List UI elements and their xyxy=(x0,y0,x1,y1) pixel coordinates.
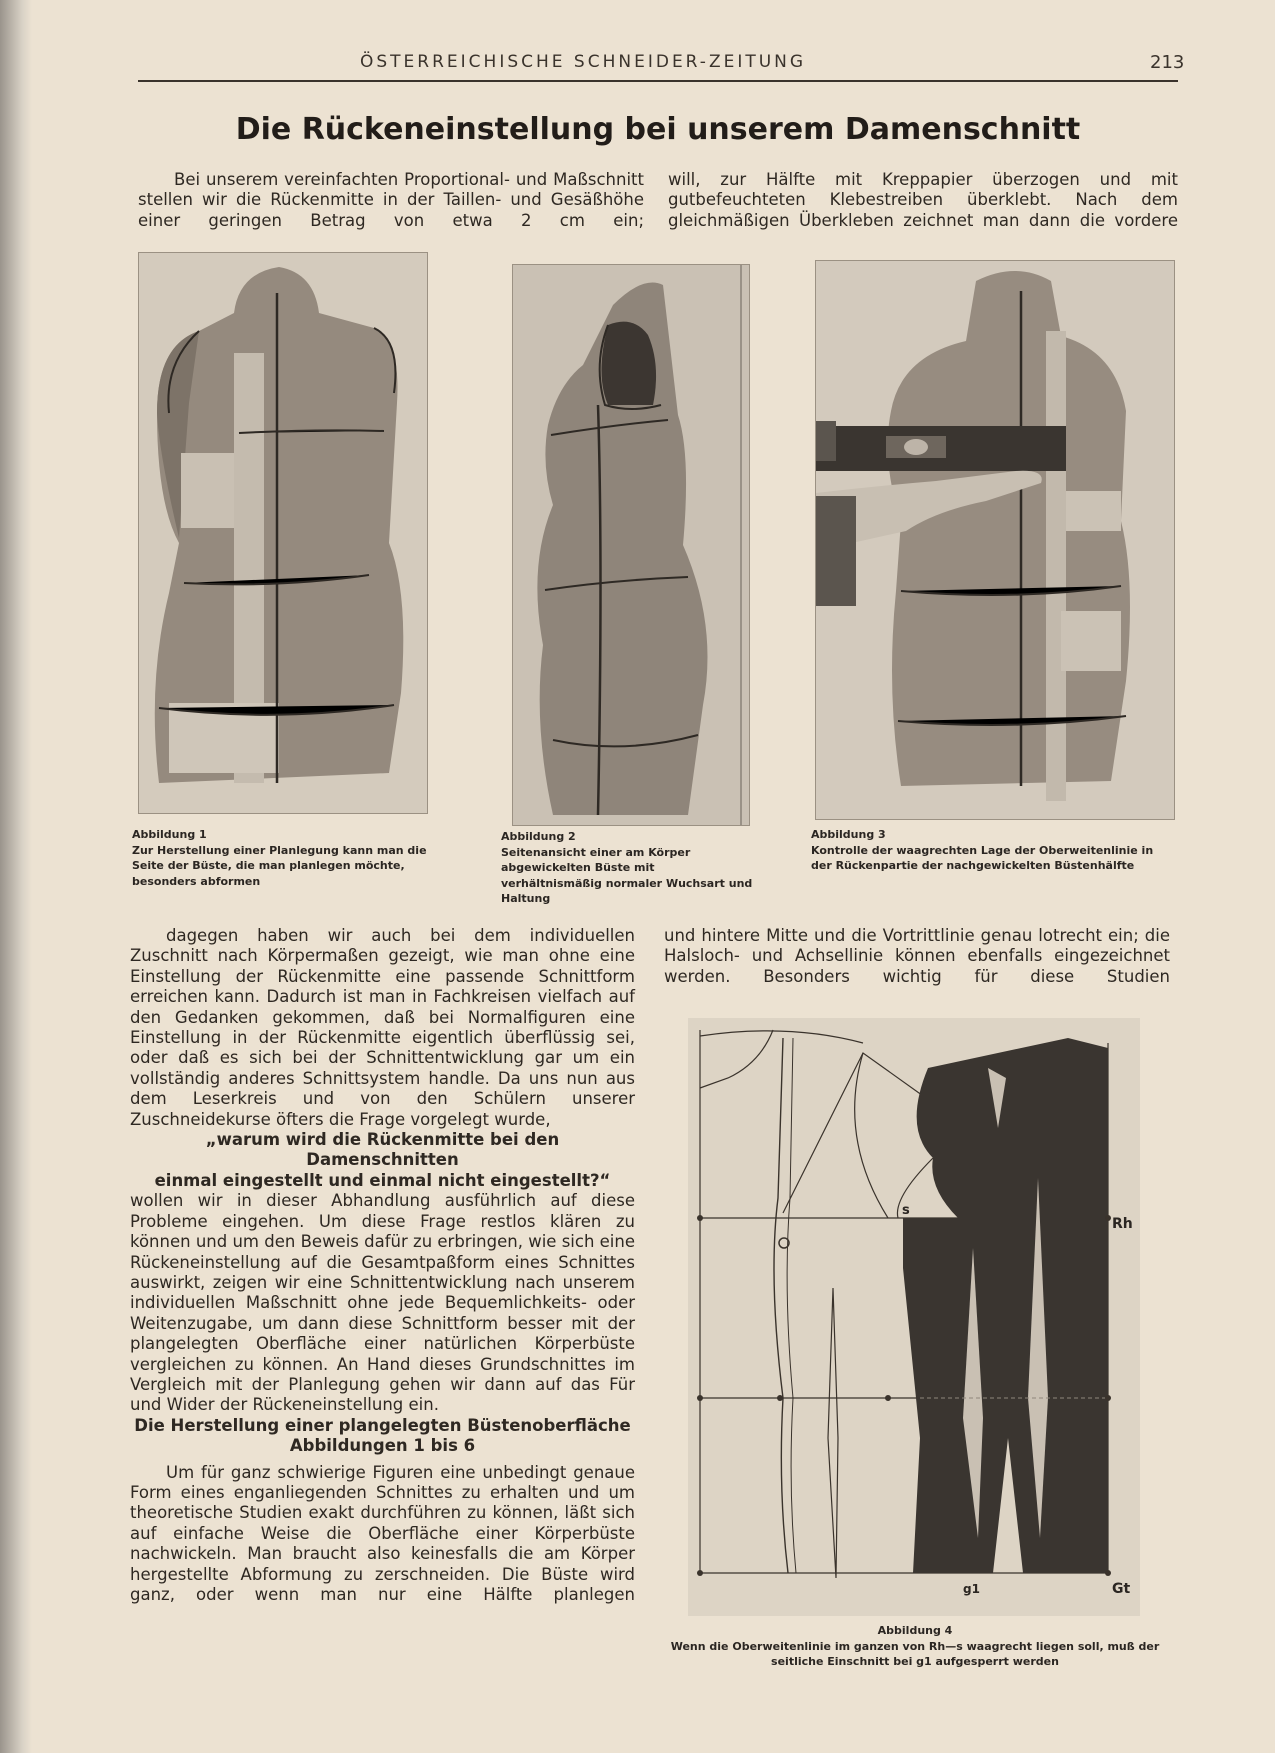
body-paragraph-1: dagegen haben wir auch bei dem individuellen Zuschnitt nach Körpermaßen gezeigt, wie man ohne eine Einstellung der Rückenmitte eine passende Schnittform erreichen kann. Dadurch ist man in Fachkreisen vielfach auf den Gedanken gekommen, daß bei Normalfiguren eine Einstellung in der Rückenmitte eigentlich überflüssig sei, oder daß es sich bei der Schnittentwicklung gar um ein vollständig anderes Schnittsystem handle. Da uns nun aus dem Leserkreis und von den Schülern unserer Zuschneidekurse öfters die Frage vorgelegt wurde, xyxy=(130,926,635,1129)
figure-1-photo xyxy=(138,252,428,814)
quote-line-2: einmal eingestellt und einmal nicht eingestellt?“ xyxy=(154,1170,611,1190)
figure-2-photo xyxy=(512,264,750,826)
figure-1-caption xyxy=(132,827,432,889)
body-right-paragraph-1: und hintere Mitte und die Vortrittlinie genau lotrecht ein; die Halsloch- und Achsellinie können ebenfalls eingezeichnet werden. Besonders wichtig für diese Studien xyxy=(664,926,1170,986)
main-right-column xyxy=(664,926,1170,987)
page-edge-shadow xyxy=(0,0,32,1753)
figure-1-text: Zur Herstellung einer Planlegung kann man die Seite der Büste, die man planlegen möchte, besonders abformen xyxy=(132,843,427,888)
intro-left-column xyxy=(138,170,644,231)
mark-s: s xyxy=(902,1203,910,1218)
figure-4-label: Abbildung 4 xyxy=(877,1624,953,1637)
page-number: 213 xyxy=(1150,52,1185,73)
main-left-column xyxy=(130,926,635,1605)
figure-3-photo xyxy=(815,260,1175,820)
body-paragraph-2: wollen wir in dieser Abhandlung ausführlich auf diese Probleme eingehen. Um diese Frage restlos klären zu können und um den Beweis dafür zu erbringen, wie sich eine Rückeneinstellung auf die Gesamtpaßform eines Schnittes auswirkt, zeigen wir eine Schnittentwicklung nach unserem individuellen Maßschnitt ohne jede Bequemlichkeits- oder Weitenzugabe, um dann diese Schnittform besser mit der plangelegten Oberfläche einer natürlichen Körperbüste vergleichen zu können. An Hand dieses Grundschnittes im Vergleich mit der Planlegung gehen wir dann auf das Für und Wider der Rückeneinstellung ein. xyxy=(130,1191,635,1415)
mark-gt: Gt xyxy=(1112,1581,1131,1597)
subheading-line-2: Abbildungen 1 bis 6 xyxy=(289,1436,476,1456)
intro-left-paragraph: Bei unserem vereinfachten Proportional- und Maßschnitt stellen wir die Rückenmitte in der Taillen- und Gesäßhöhe einer geringen Betrag von etwa 2 cm ein; xyxy=(138,170,644,230)
publication-title: ÖSTERREICHISCHE SCHNEIDER-ZEITUNG xyxy=(360,52,807,72)
mark-rh: Rh xyxy=(1112,1216,1133,1232)
figure-3-caption xyxy=(811,827,1173,874)
figure-4-pattern-drawing xyxy=(688,1018,1140,1616)
figure-2-caption xyxy=(501,829,757,907)
article-title: Die Rückeneinstellung bei unserem Damenschnitt xyxy=(235,112,1081,147)
figure-2-text: Seitenansicht einer am Körper abgewickelten Büste mit verhältnismäßig normaler Wuchsart und Haltung xyxy=(501,845,753,905)
body-paragraph-3: Um für ganz schwierige Figuren eine unbedingt genaue Form eines enganliegenden Schnittes zu erhalten und um theoretische Studien exakt durchführen zu können, läßt sich auf einfache Weise die Oberfläche einer Körperbüste nachwickeln. Man braucht also keinesfalls die am Körper hergestellte Abformung zu zerschneiden. Die Büste wird ganz, oder wenn man nur eine Hälfte planlegen xyxy=(130,1462,635,1604)
subheading-line-1: Die Herstellung einer plangelegten Büstenoberfläche xyxy=(134,1415,631,1435)
mark-g1: g1 xyxy=(963,1582,980,1596)
header-rule xyxy=(138,80,1178,82)
figure-1-label: Abbildung 1 xyxy=(132,828,207,841)
figure-3-label: Abbildung 3 xyxy=(811,828,886,841)
figure-2-label: Abbildung 2 xyxy=(501,830,576,843)
figure-3-text: Kontrolle der waagrechten Lage der Oberweitenlinie in der Rückenpartie der nachgewickelten Büstenhälfte xyxy=(811,843,1154,872)
figure-4-caption-line-2: seitliche Einschnitt bei g1 aufgesperrt werden xyxy=(771,1655,1059,1668)
intro-right-paragraph: will, zur Hälfte mit Kreppapier überzogen und mit gutbefeuchteten Klebestreiben überklebt. Nach dem gleichmäßigen Überkleben zeichnet man dann die vordere xyxy=(668,170,1178,230)
intro-right-column xyxy=(668,170,1178,231)
figure-4-caption xyxy=(650,1623,1180,1670)
quote-line-1: „warum wird die Rückenmitte bei den Damenschnitten xyxy=(205,1130,560,1170)
figure-4-caption-line-1: Wenn die Oberweitenlinie im ganzen von Rh—s waagrecht liegen soll, muß der xyxy=(670,1639,1160,1653)
